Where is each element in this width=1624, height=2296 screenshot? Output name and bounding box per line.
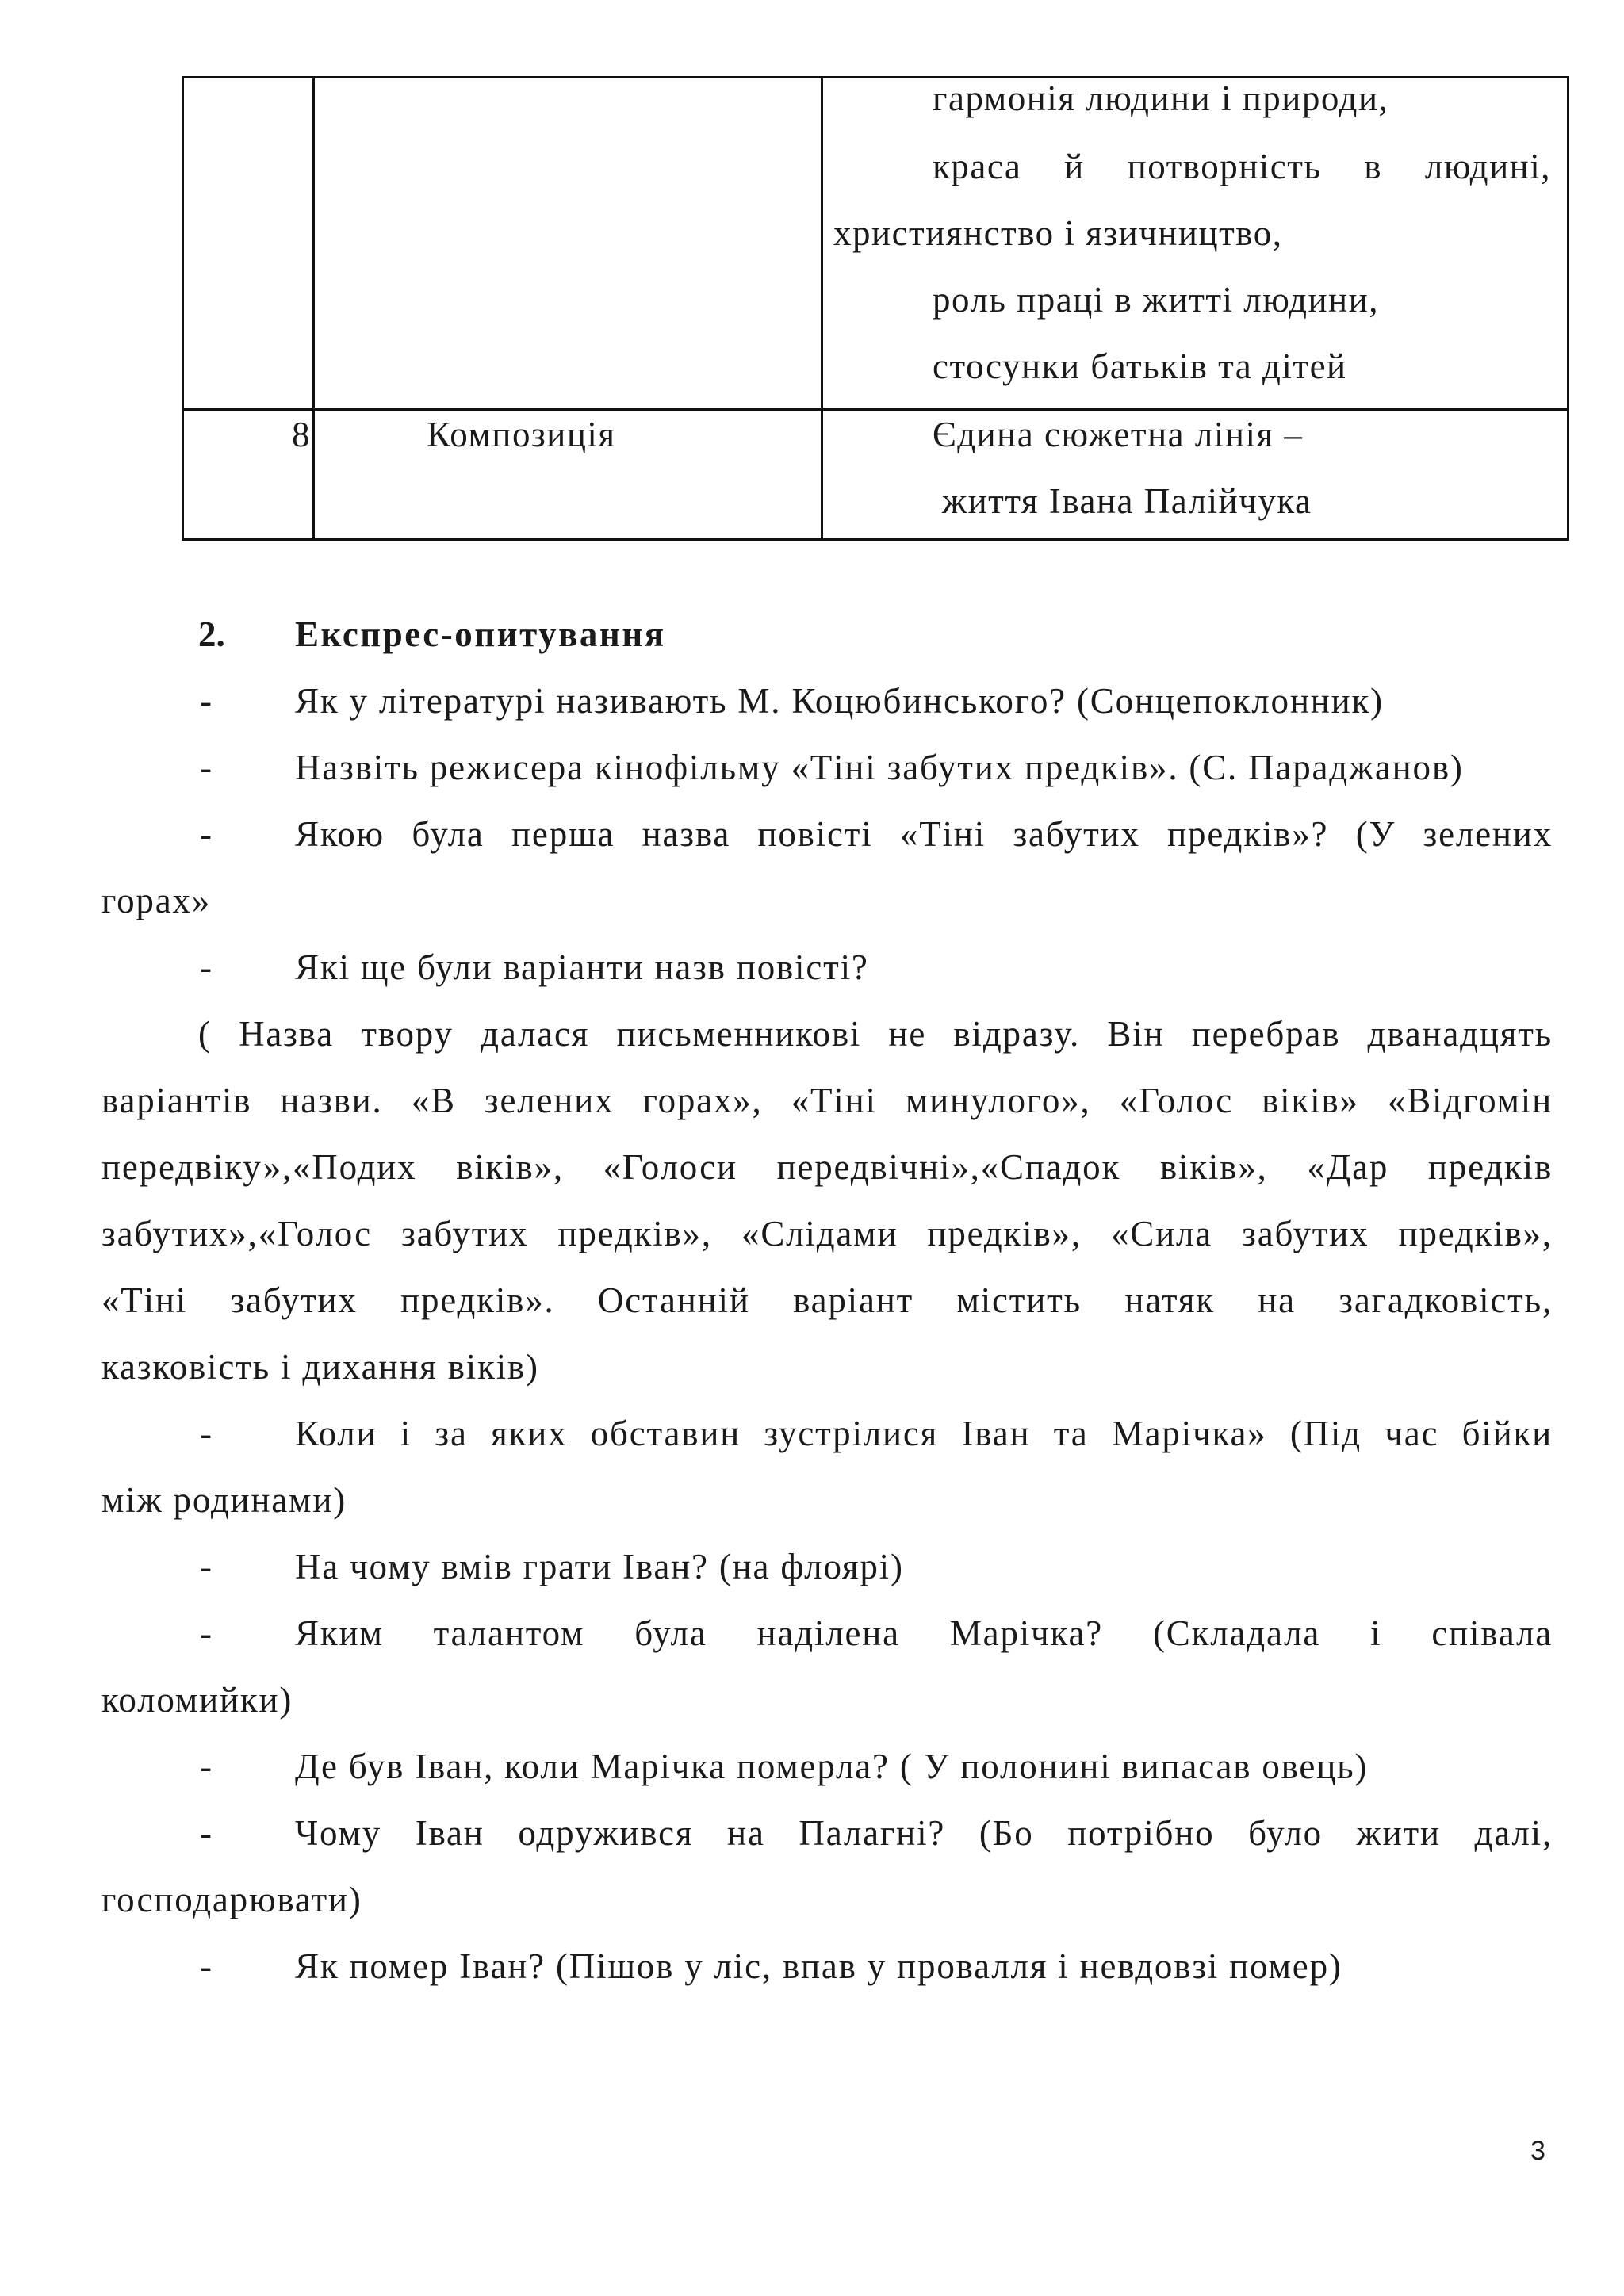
table-row-number: 8 [292,415,311,454]
list-bullet: - [200,1414,212,1453]
table-cell-line: стосунки батьків та дітей [933,346,1347,386]
table-column-divider [821,78,823,538]
page-number: 3 [1530,2136,1545,2166]
list-bullet: - [200,1547,212,1586]
list-bullet: - [200,1946,212,1986]
question-item: Де був Іван, коли Марічка померла? ( У полонині випасав овець) [295,1747,1369,1786]
question-item-continuation: господарювати) [102,1880,362,1919]
question-item: Як у літературі називають М. Коцюбинського? (Сонцепоклонник) [295,681,1384,721]
table-column-divider [312,78,315,538]
table-row-divider [184,408,1567,411]
question-item: Яким талантом була наділена Марічка? (Складала і співала [295,1613,1553,1653]
list-bullet: - [200,1747,212,1786]
question-item: Назвіть режисера кінофільму «Тіні забутих предків». (С. Параджанов) [295,748,1464,787]
table-cell-line: гармонія людини і природи, [933,78,1389,118]
question-item-continuation: горах» [102,881,212,920]
section-number: 2. [198,614,225,654]
table-cell-line: християнство і язичництво, [833,213,1283,253]
list-bullet: - [200,1613,212,1653]
question-item: Як помер Іван? (Пішов у ліс, впав у провалля і невдовзі помер) [295,1946,1342,1986]
table-cell-line: роль праці в житті людини, [933,280,1379,320]
table-cell-line: Єдина сюжетна лінія – [933,415,1304,454]
section-title: Експрес-опитування [295,614,666,654]
list-bullet: - [200,947,212,987]
question-item: Коли і за яких обставин зустрілися Іван та Марічка» (Під час бійки [295,1414,1553,1453]
paragraph-line: передвіку»,«Подих віків», «Голоси передвічні»,«Спадок віків», «Дар предків [102,1147,1553,1187]
table-cell-line: краса й потворність в людині, [933,147,1551,186]
paragraph-line: забутих»,«Голос забутих предків», «Слідами предків», «Сила забутих предків», [102,1214,1553,1253]
question-item-continuation: коломийки) [102,1680,293,1720]
list-bullet: - [200,814,212,854]
table-cell-line: життя Івана Палійчука [942,481,1312,521]
list-bullet: - [200,748,212,787]
paragraph-line: ( Назва твору далася письменникові не відразу. Він перебрав дванадцять [198,1014,1553,1054]
paragraph-line: варіантів назви. «В зелених горах», «Тіні минулого», «Голос віків» «Відгомін [102,1081,1553,1120]
question-item-continuation: між родинами) [102,1480,347,1520]
list-bullet: - [200,1813,212,1853]
question-item: Якою була перша назва повісті «Тіні забутих предків»? (У зелених [295,814,1553,854]
question-item: На чому вмів грати Іван? (на флоярі) [295,1547,904,1586]
question-item: Чому Іван одружився на Палагні? (Бо потрібно було жити далі, [295,1813,1553,1853]
question-item: Які ще були варіанти назв повісті? [295,947,869,987]
paragraph-line: «Тіні забутих предків». Останній варіант містить натяк на загадковість, [102,1280,1553,1320]
list-bullet: - [200,681,212,721]
paragraph-line: казковість і дихання віків) [102,1347,539,1387]
table-term-cell: Композиція [427,415,616,454]
